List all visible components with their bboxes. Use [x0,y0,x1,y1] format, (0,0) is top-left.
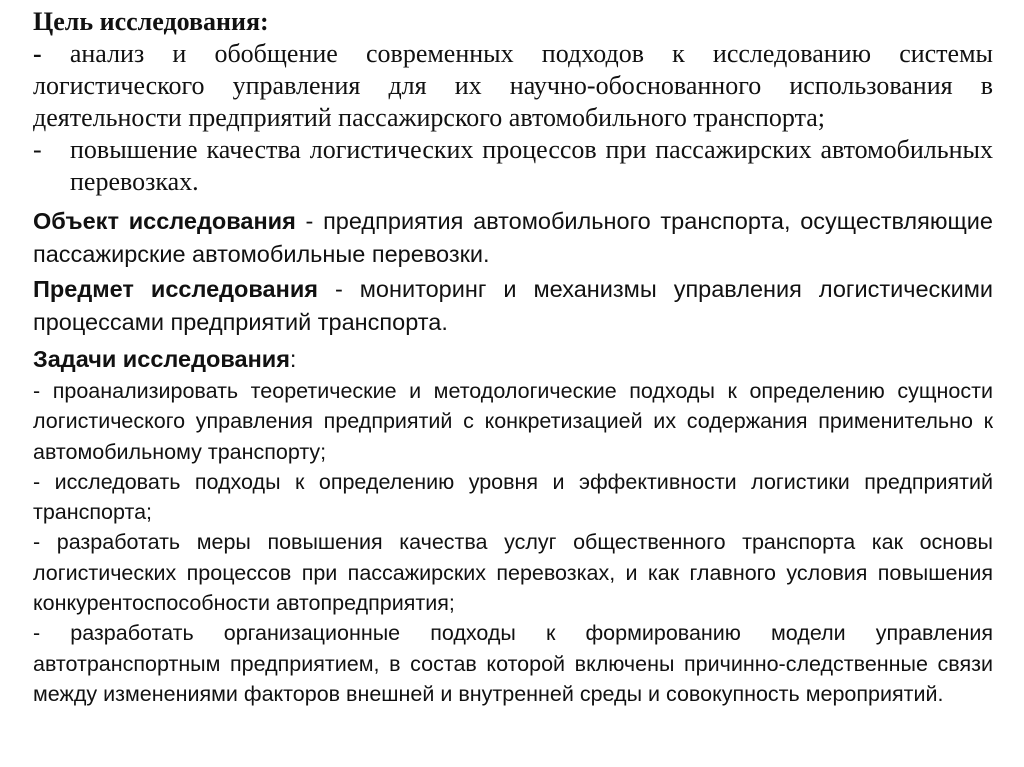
goal-item-2 [33,134,993,198]
object-paragraph [33,205,993,271]
subject-text: - мониторинг и механизмы управления логистическими процессами предприятий транспорта. [33,276,993,335]
object-text: - предприятия автомобильного транспорта, осуществляющие пассажирские автомобильные перевозки. [33,208,993,267]
object-label: Объект исследования [33,208,296,234]
subject-paragraph [33,273,993,339]
slide-page [33,0,993,767]
goal-item-2-dash: - [33,135,42,164]
goal-item-2-text: повышение качества логистических процессов при пассажирских автомобильных перевозках. [70,135,993,196]
tasks-label: Задачи исследования [33,346,290,372]
goal-item-1-text: анализ и обобщение современных подходов к исследованию системы логистического управления для их научно-обоснованного использования в деятельности предприятий пассажирского автомобильного транспорта; [33,39,994,132]
task-item-1: - проанализировать теоретические и методологические подходы к определению сущности логистического управления предприятий с конкретизацией их содержания применительно к автомобильному транспорту; [33,379,993,464]
goal-item-1-dash: - [33,39,42,68]
tasks-heading [33,343,993,376]
task-item-3: - разработать меры повышения качества услуг общественного транспорта как основы логистических процессов при пассажирских перевозках, и как главного условия повышения конкурентоспособности автопредприятия; [33,530,993,616]
tasks-colon: : [289,346,297,372]
task-item-2: - исследовать подходы к определению уровня и эффективности логистики предприятий транспорта; [33,469,993,525]
goal-item-1 [33,38,993,134]
task-item-4: - разработать организационные подходы к формированию модели управления автотранспортным предприятием, в состав которой включены причинно-следственные связи между изменениями факторов внешней и внутренней среды и совокупность мероприятий. [33,621,993,706]
subject-label: Предмет исследования [33,276,318,302]
goal-heading: Цель исследования: [33,7,269,36]
